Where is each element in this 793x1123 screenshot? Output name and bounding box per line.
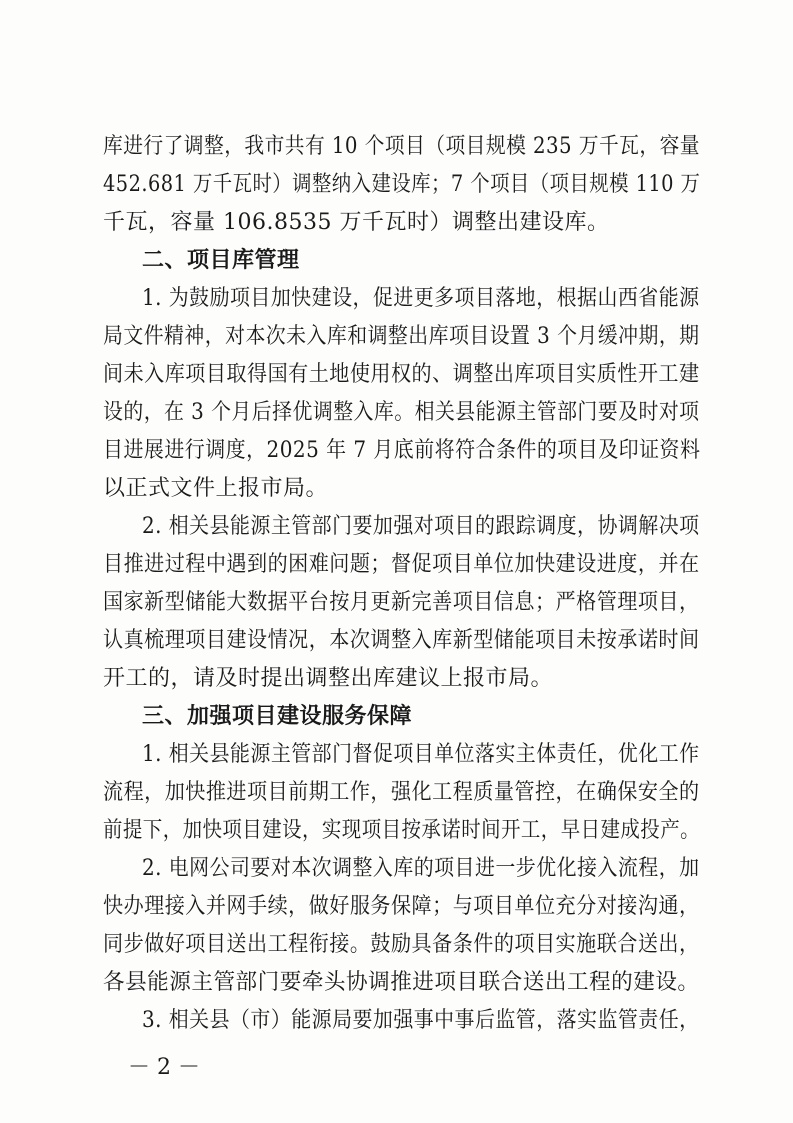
text-line: 1. 相关县能源主管部门督促项目单位落实主体责任，优化工作 (142, 742, 700, 767)
text-line: 开工的，请及时提出调整出库建议上报市局。 (103, 666, 554, 691)
text-line: 流程，加快推进项目前期工作，强化工程质量管控，在确保安全的 (103, 780, 700, 805)
text-line: 各县能源主管部门要牵头协调推进项目联合送出工程的建设。 (103, 970, 700, 995)
text-line: 2. 相关县能源主管部门要加强对项目的跟踪调度，协调解决项 (142, 514, 700, 539)
text-line: 2. 电网公司要对本次调整入库的项目进一步优化接入流程，加 (142, 856, 700, 881)
text-line: 3. 相关县（市）能源局要加强事中事后监管，落实监管责任， (142, 1008, 700, 1033)
text-line: 目推进过程中遇到的困难问题；督促项目单位加快建设进度，并在 (103, 552, 700, 577)
page-number: － 2 － (128, 1055, 200, 1080)
text-line: 设的，在 3 个月后择优调整入库。相关县能源主管部门要及时对项 (103, 400, 700, 425)
text-line: 国家新型储能大数据平台按月更新完善项目信息；严格管理项目， (103, 590, 700, 615)
text-line: 间未入库项目取得国有土地使用权的、调整出库项目实质性开工建 (103, 362, 700, 387)
text-line: 452.681 万千瓦时）调整纳入建设库；7 个项目（项目规模 110 万 (103, 172, 701, 197)
section-heading-3: 三、加强项目建设服务保障 (142, 704, 413, 729)
text-line: 千瓦，容量 106.8535 万千瓦时）调整出建设库。 (103, 210, 610, 235)
text-line: 前提下，加快项目建设，实现项目按承诺时间开工，早日建成投产。 (103, 818, 701, 843)
section-heading-2: 二、项目库管理 (142, 248, 300, 273)
text-line: 库进行了调整，我市共有 10 个项目（项目规模 235 万千瓦，容量 (103, 134, 700, 159)
text-line: 局文件精神，对本次未入库和调整出库项目设置 3 个月缓冲期，期 (103, 324, 700, 349)
text-line: 目进展进行调度，2025 年 7 月底前将符合条件的项目及印证资料 (103, 438, 701, 463)
text-line: 同步做好项目送出工程衔接。鼓励具备条件的项目实施联合送出， (103, 932, 700, 957)
text-line: 快办理接入并网手续，做好服务保障；与项目单位充分对接沟通， (103, 894, 700, 919)
text-line: 认真梳理项目建设情况，本次调整入库新型储能项目未按承诺时间 (103, 628, 700, 653)
text-line: 1. 为鼓励项目加快建设，促进更多项目落地，根据山西省能源 (142, 286, 700, 311)
text-line: 以正式文件上报市局。 (103, 476, 329, 501)
